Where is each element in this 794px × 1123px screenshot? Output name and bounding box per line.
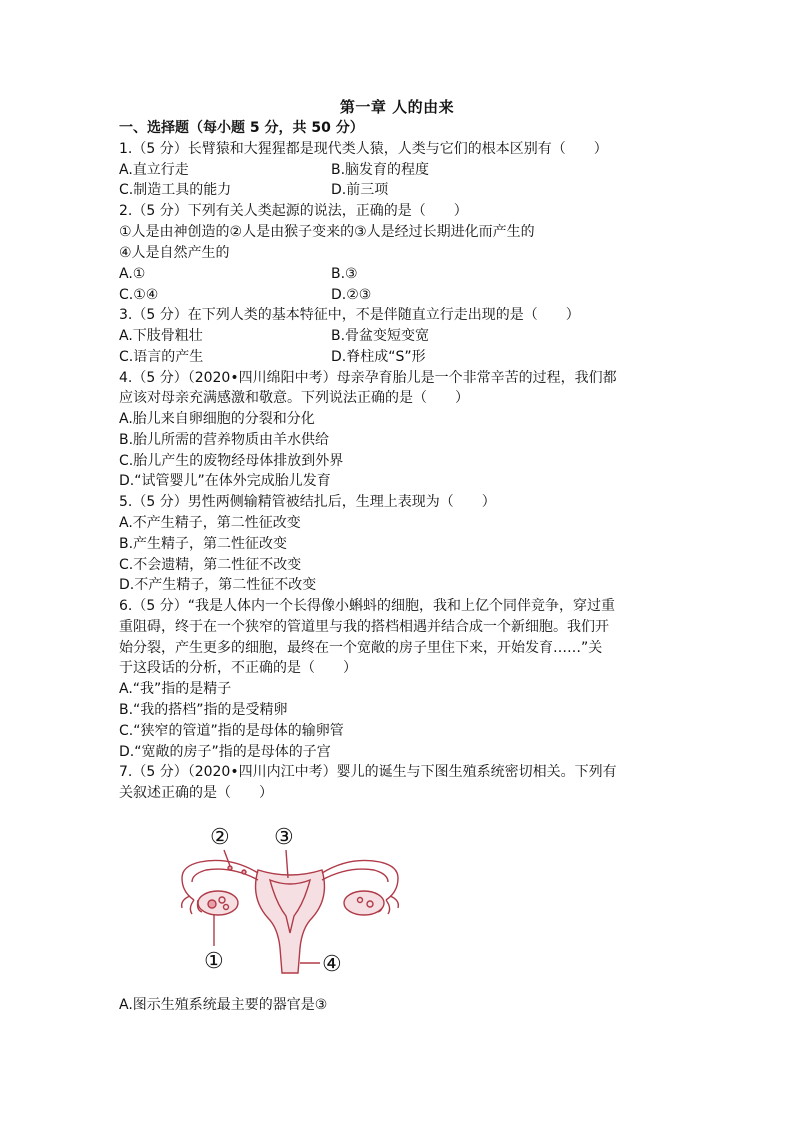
q1-option-a: A.直立行走: [119, 162, 189, 178]
diagram-label-1: ①: [204, 949, 224, 974]
q3-option-b: B.骨盆变短变宽: [331, 328, 430, 344]
question-6-stem-4: 于这段话的分析，不正确的是（ ）: [119, 660, 357, 676]
section-heading: 一、选择题（每小题 5 分，共 50 分）: [119, 120, 364, 136]
question-4-stem-1: 4.（5 分）（2020•四川绵阳中考）母亲孕育胎儿是一个非常辛苦的过程，我们都: [119, 370, 617, 386]
diagram-label-4: ④: [322, 952, 342, 977]
q4-option-b: B.胎儿所需的营养物质由羊水供给: [119, 432, 330, 448]
question-6-stem-2: 重阻碍，终于在一个狭窄的管道里与我的搭档相遇并结合成一个新细胞。我们开: [119, 619, 609, 635]
q1-option-d: D.前三项: [331, 182, 389, 198]
q5-option-c: C.不会遗精，第二性征不改变: [119, 557, 302, 573]
q6-option-d: D.“宽敞的房子”指的是母体的子宫: [119, 744, 331, 760]
q2-option-a: A.①: [119, 266, 146, 282]
q3-option-d: D.脊柱成“S”形: [331, 349, 426, 365]
question-7-stem-2: 关叙述正确的是（ ）: [119, 785, 273, 801]
question-3-stem: 3.（5 分）在下列人类的基本特征中，不是伴随直立行走出现的是（ ）: [119, 307, 580, 323]
diagram-label-3: ③: [274, 825, 294, 850]
q4-option-d: D.“试管婴儿”在体外完成胎儿发育: [119, 473, 331, 489]
question-2-stem: 2.（5 分）下列有关人类起源的说法，正确的是（ ）: [119, 203, 468, 219]
q2-option-c: C.①④: [119, 287, 159, 303]
diagram-label-2: ②: [210, 825, 230, 850]
q4-option-a: A.胎儿来自卵细胞的分裂和分化: [119, 411, 315, 427]
q7-option-a: A.图示生殖系统最主要的器官是③: [119, 997, 328, 1013]
q1-option-b: B.脑发育的程度: [331, 162, 430, 178]
q6-option-b: B.“我的搭档”指的是受精卵: [119, 702, 288, 718]
question-1-stem: 1.（5 分）长臂猿和大猩猩都是现代类人猿，人类与它们的根本区别有（ ）: [119, 141, 608, 157]
q5-option-d: D.不产生精子，第二性征不改变: [119, 577, 317, 593]
question-2-line-3: ④人是自然产生的: [119, 245, 230, 261]
q5-option-a: A.不产生精子，第二性征改变: [119, 515, 301, 531]
question-5-stem: 5.（5 分）男性两侧输精管被结扎后，生理上表现为（ ）: [119, 494, 496, 510]
page-title: 第一章 人的由来: [339, 98, 455, 116]
q6-option-a: A.“我”指的是精子: [119, 681, 232, 697]
female-reproductive-system-diagram: [170, 818, 410, 983]
question-2-line-2: ①人是由神创造的②人是由猴子变来的③人是经过长期进化而产生的: [119, 224, 535, 240]
q1-option-c: C.制造工具的能力: [119, 182, 232, 198]
q3-option-a: A.下肢骨粗壮: [119, 328, 203, 344]
question-7-stem-1: 7.（5 分）（2020•四川内江中考）婴儿的诞生与下图生殖系统密切相关。下列有: [119, 764, 617, 780]
question-6-stem-3: 始分裂，产生更多的细胞，最终在一个宽敞的房子里住下来，开始发育……”关: [119, 640, 603, 656]
q3-option-c: C.语言的产生: [119, 349, 204, 365]
q2-option-b: B.③: [331, 266, 358, 282]
q5-option-b: B.产生精子，第二性征改变: [119, 536, 288, 552]
q6-option-c: C.“狭窄的管道”指的是母体的输卵管: [119, 723, 344, 739]
question-4-stem-2: 应该对母亲充满感激和敬意。下列说法正确的是（ ）: [119, 390, 469, 406]
q4-option-c: C.胎儿产生的废物经母体排放到外界: [119, 453, 344, 469]
question-6-stem-1: 6.（5 分）“我是人体内一个长得像小蝌蚪的细胞，我和上亿个同伴竞争，穿过重: [119, 598, 615, 614]
q2-option-d: D.②③: [331, 287, 372, 303]
